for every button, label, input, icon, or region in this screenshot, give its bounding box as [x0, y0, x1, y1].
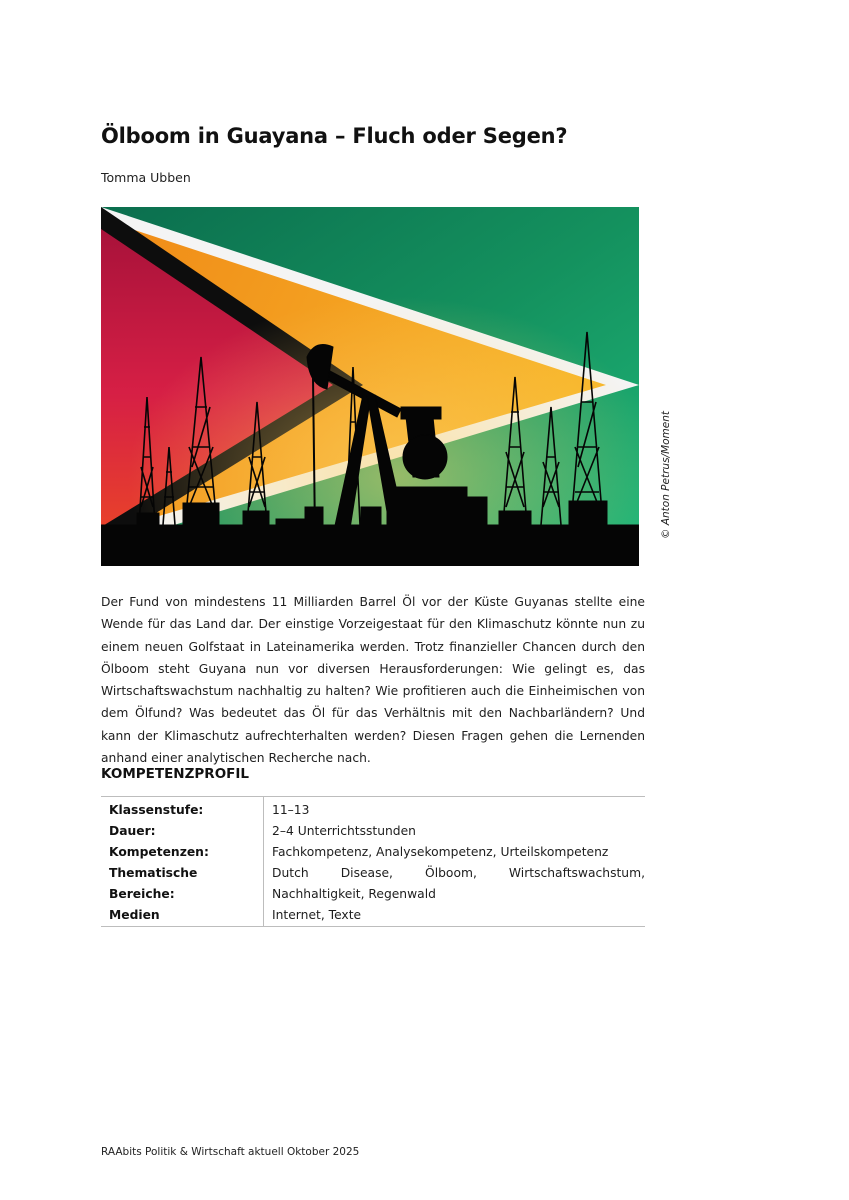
table-row	[101, 797, 645, 822]
page-footer: RAAbits Politik & Wirtschaft aktuell Oktober 2025	[101, 1146, 360, 1158]
hero-image	[101, 207, 639, 566]
row-label: Dauer:	[109, 824, 156, 838]
section-heading-kompetenzprofil: KOMPETENZPROFIL	[101, 766, 250, 782]
row-label: Klassenstufe:	[109, 803, 204, 817]
intro-paragraph: Der Fund von mindestens 11 Milliarden Barrel Öl vor der Küste Guyanas stellte eine Wende für das Land dar. Der einstige Vorzeigestaat für den Klimaschutz könnte nun zu einem neuen Golfstaat in Lateinamerika werden. Trotz finanzieller Chancen durch den Ölboom steht Guyana nun vor diversen Herausforderungen: Wie gelingt es, das Wirtschaftswachstum nachhaltig zu halten? Wie profitieren auch die Einheimischen von dem Ölfund? Was bedeutet das Öl für das Verhältnis mit den Nachbarländern? Und kann der Klimaschutz aufrechterhalten werden? Diesen Fragen gehen die Lernenden anhand einer analytischen Recherche nach.	[101, 595, 645, 766]
document-title: Ölboom in Guayana – Fluch oder Segen?	[101, 124, 568, 148]
row-label: Thematische Bereiche:	[109, 866, 198, 901]
image-credit: © Anton Petrus/Moment	[660, 410, 672, 540]
table-row	[101, 863, 645, 905]
author-name: Tomma Ubben	[101, 170, 191, 185]
row-value: Dutch Disease, Ölboom, Wirtschaftswachstum, Nachhaltigkeit, Regenwald	[264, 863, 646, 905]
table-row	[101, 821, 645, 842]
competence-profile-table	[101, 796, 645, 927]
row-value: 2–4 Unterrichtsstunden	[264, 821, 646, 842]
row-label: Kompetenzen:	[109, 845, 209, 859]
row-value: 11–13	[264, 797, 646, 822]
row-label: Medien	[109, 908, 160, 922]
table-row	[101, 842, 645, 863]
row-value: Internet, Texte	[264, 905, 646, 927]
row-value: Fachkompetenz, Analysekompetenz, Urteilskompetenz	[264, 842, 646, 863]
table-row	[101, 905, 645, 927]
